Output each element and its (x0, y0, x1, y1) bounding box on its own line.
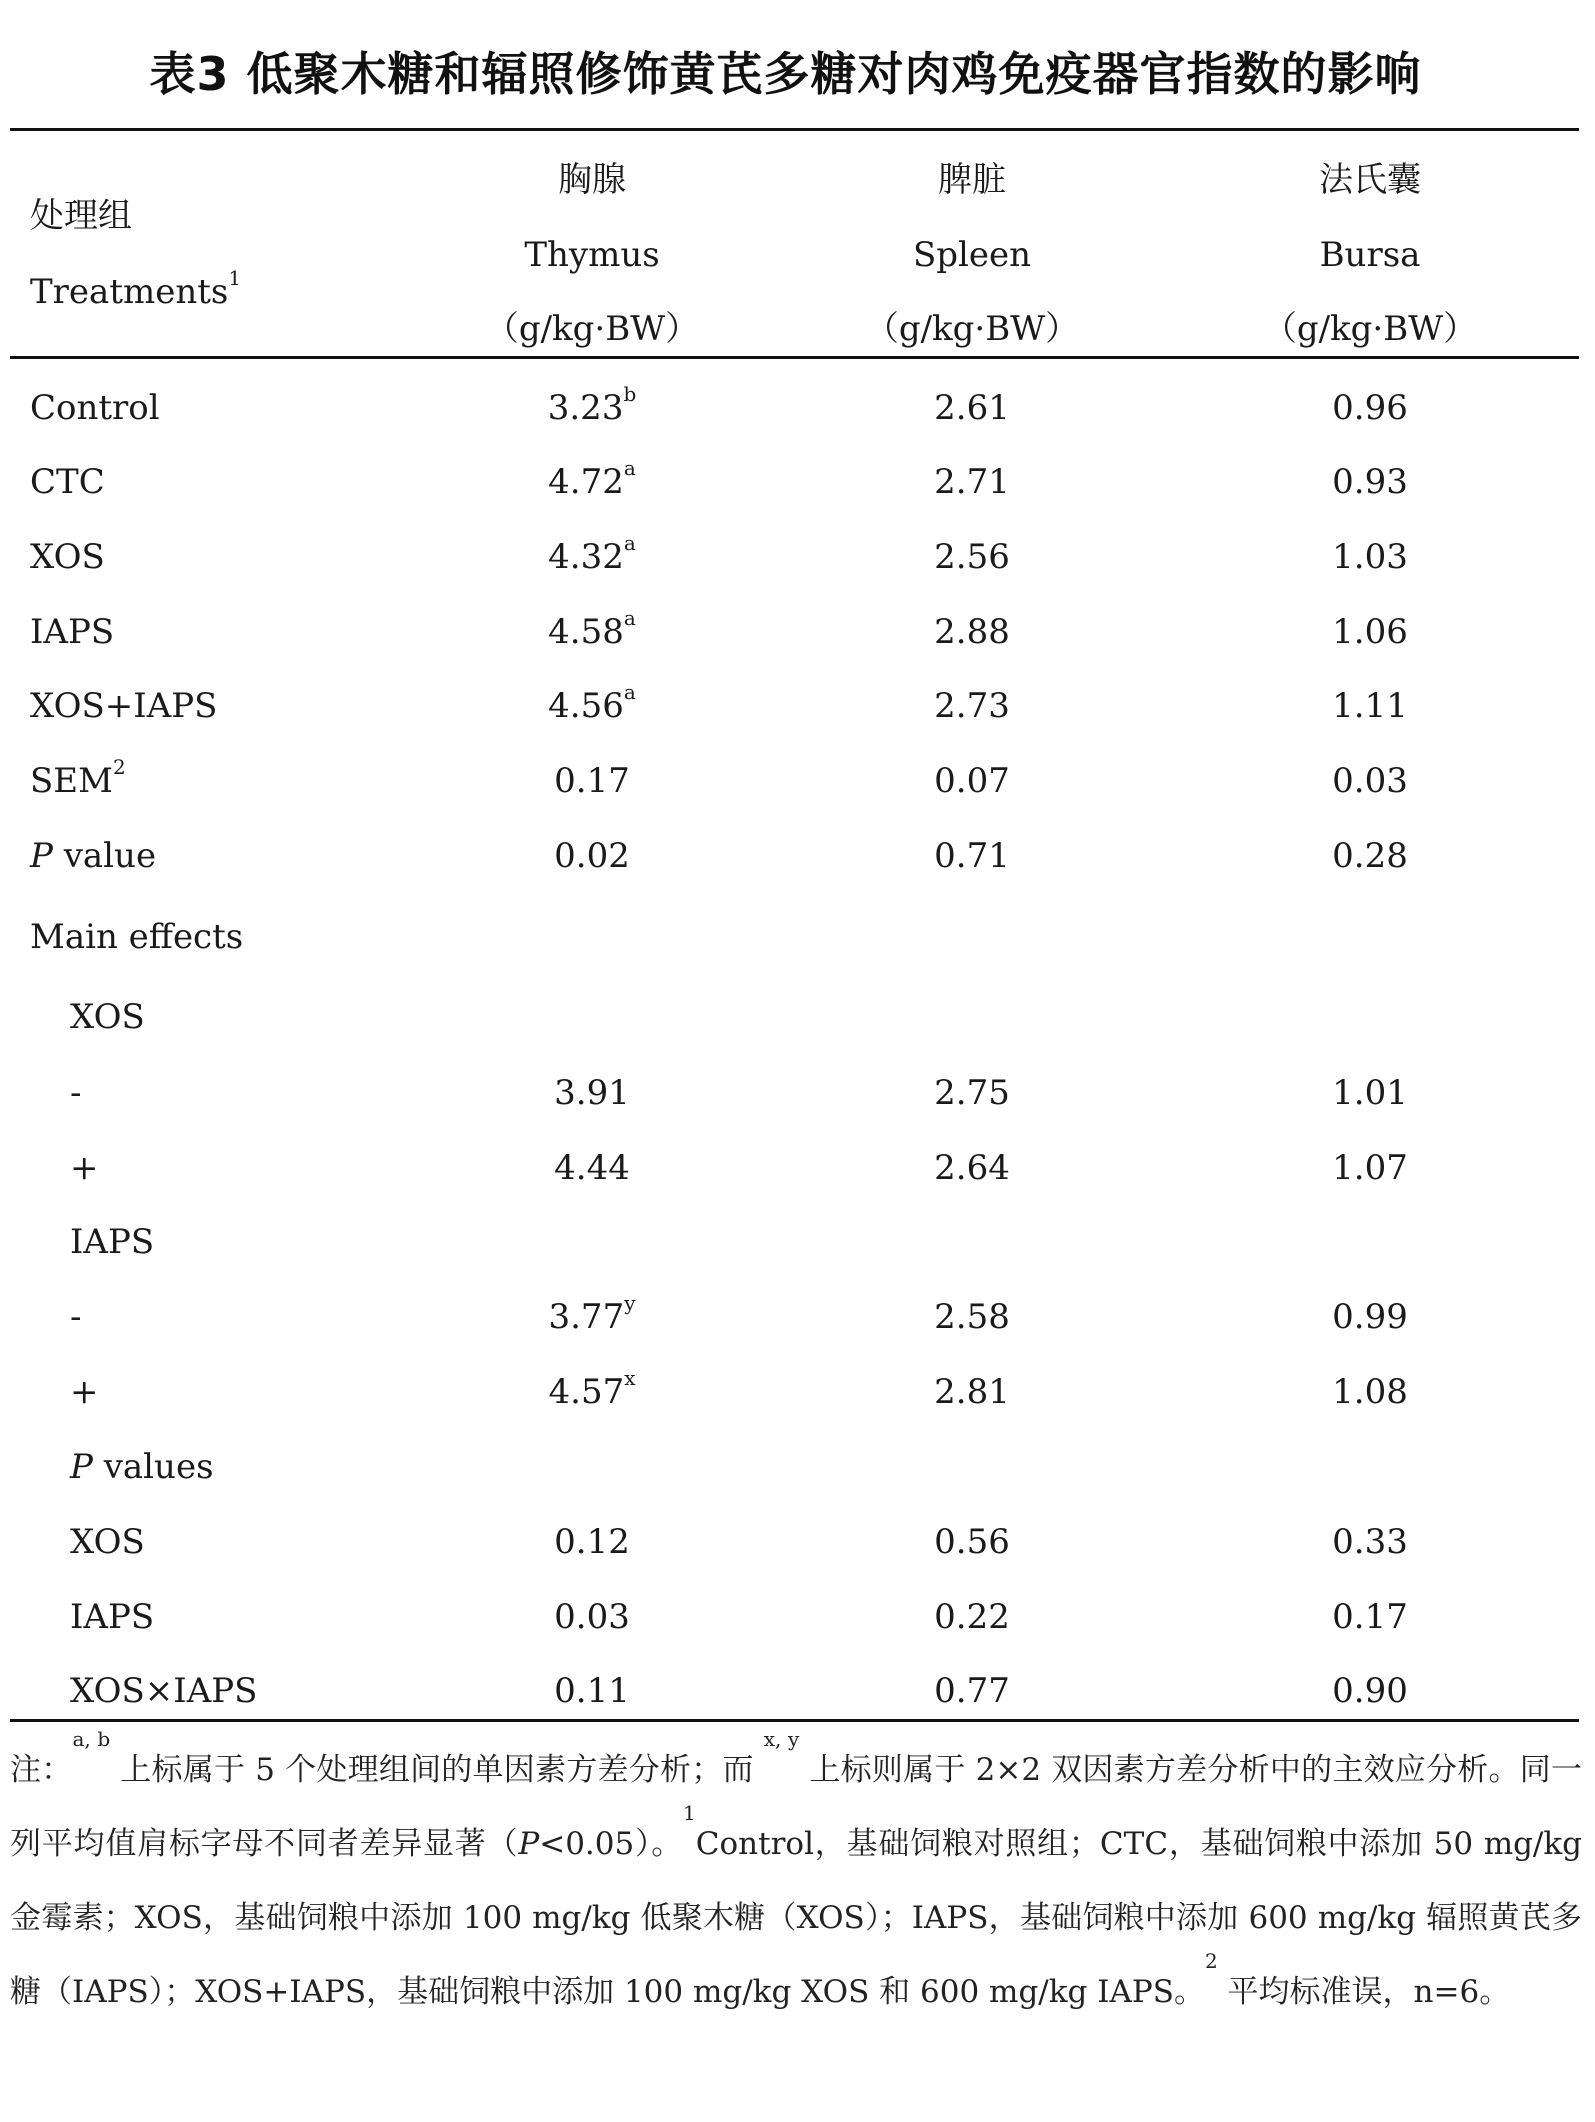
cell-bursa: 0.33 (1332, 1522, 1408, 1562)
cell-bursa: 0.93 (1332, 462, 1408, 502)
header-bursa-unit: （g/kg·BW） (1262, 309, 1478, 349)
cell-thymus: 4.56$^a$ (548, 680, 636, 726)
top-rule (10, 128, 1579, 131)
cell-spleen: 2.61 (934, 388, 1010, 428)
header-treatments-cn: 处理组 (30, 196, 132, 236)
cell-spleen: 2.75 (934, 1073, 1010, 1113)
cell-thymus: 4.44 (554, 1148, 630, 1188)
cell-spleen: 2.58 (934, 1297, 1010, 1337)
header-thymus-en: Thymus (524, 235, 660, 275)
row-label: XOS×IAPS (70, 1671, 258, 1711)
cell-thymus: 4.58$^a$ (548, 606, 636, 652)
row-label: XOS+IAPS (30, 686, 218, 726)
header-spleen-en: Spleen (912, 235, 1032, 275)
row-label: IAPS (70, 1597, 155, 1637)
cell-spleen: 2.81 (934, 1372, 1010, 1412)
cell-bursa: 0.03 (1332, 761, 1408, 801)
cell-thymus: 3.77$^y$ (548, 1291, 636, 1337)
row-label-p-value: P value (30, 836, 157, 876)
cell-spleen: 0.71 (934, 836, 1010, 876)
row-label: XOS (30, 537, 105, 577)
header-treatments-en: Treatments$^1$ (30, 266, 242, 312)
cell-bursa: 1.06 (1332, 612, 1408, 652)
sign-minus: - (70, 1073, 82, 1113)
cell-bursa: 1.11 (1332, 686, 1408, 726)
cell-thymus: 0.03 (554, 1597, 630, 1637)
main-effects-label: Main effects (30, 917, 244, 957)
cell-spleen: 0.22 (934, 1597, 1010, 1637)
cell-thymus: 4.32$^a$ (548, 531, 636, 577)
row-label-sem: SEM$^2$ (30, 755, 126, 801)
header-spleen-unit: （g/kg·BW） (864, 309, 1080, 349)
header-bursa-cn: 法氏囊 (1319, 160, 1421, 200)
header-thymus-unit: （g/kg·BW） (484, 309, 700, 349)
cell-bursa: 0.99 (1332, 1297, 1408, 1337)
cell-bursa: 0.28 (1332, 836, 1408, 876)
cell-thymus: 0.11 (554, 1671, 630, 1711)
main-effect-xos-label: XOS (70, 997, 145, 1037)
p-values-label: P values (70, 1447, 214, 1487)
cell-spleen: 2.56 (934, 537, 1010, 577)
main-effect-iaps-label: IAPS (70, 1222, 155, 1262)
cell-thymus: 4.72$^a$ (548, 456, 636, 502)
cell-spleen: 2.73 (934, 686, 1010, 726)
cell-bursa: 0.90 (1332, 1671, 1408, 1711)
cell-thymus: 0.12 (554, 1522, 630, 1562)
cell-spleen: 2.71 (934, 462, 1010, 502)
table-footnote: 注：$^{a, b}$ 上标属于 5 个处理组间的单因素方差分析；而 $^{x, y}$ 上标则属于 2×2 双因素方差分析中的主效应分析。同一列平均值肩标字母不同者差异显著（P<0.05）。$^1$Control，基础饲粮对照组；CTC，基础饲粮中添加 50 mg/kg 金霉素；XOS，基础饲粮中添加 100 mg/kg 低聚木糖（XOS）；IAPS，基础饲粮中添加 600 mg/kg 辐照黄芪多糖（IAPS）；XOS+IAPS，基础饲粮中添加 100 mg/kg XOS 和 600 mg/kg IAPS。$^2$ 平均标准误，n=6。 (10, 1727, 1583, 2010)
sign-plus: + (70, 1148, 99, 1188)
header-bursa-en: Bursa (1319, 235, 1421, 275)
cell-spleen: 2.64 (934, 1148, 1010, 1188)
table-title: 表3 低聚木糖和辐照修饰黄芪多糖对肉鸡免疫器官指数的影响 (149, 47, 1422, 101)
header-rule (10, 356, 1579, 359)
cell-bursa: 0.96 (1332, 388, 1408, 428)
cell-thymus: 0.02 (554, 836, 630, 876)
cell-thymus: 0.17 (554, 761, 630, 801)
cell-bursa: 0.17 (1332, 1597, 1408, 1637)
cell-spleen: 0.56 (934, 1522, 1010, 1562)
sign-minus: - (70, 1297, 82, 1337)
header-spleen-cn: 脾脏 (938, 160, 1006, 200)
cell-thymus: 4.57$^x$ (548, 1366, 636, 1412)
row-label: XOS (70, 1522, 145, 1562)
row-label: Control (30, 388, 160, 428)
bottom-rule (10, 1719, 1579, 1722)
cell-thymus: 3.23$^b$ (547, 382, 637, 428)
cell-bursa: 1.08 (1332, 1372, 1408, 1412)
cell-bursa: 1.07 (1332, 1148, 1408, 1188)
cell-bursa: 1.01 (1332, 1073, 1408, 1113)
cell-spleen: 2.88 (934, 612, 1010, 652)
header-thymus-cn: 胸腺 (558, 160, 626, 200)
sign-plus: + (70, 1372, 99, 1412)
cell-spleen: 0.07 (934, 761, 1010, 801)
cell-spleen: 0.77 (934, 1671, 1010, 1711)
row-label: CTC (30, 462, 105, 502)
cell-bursa: 1.03 (1332, 537, 1408, 577)
cell-thymus: 3.91 (554, 1073, 630, 1113)
row-label: IAPS (30, 612, 115, 652)
